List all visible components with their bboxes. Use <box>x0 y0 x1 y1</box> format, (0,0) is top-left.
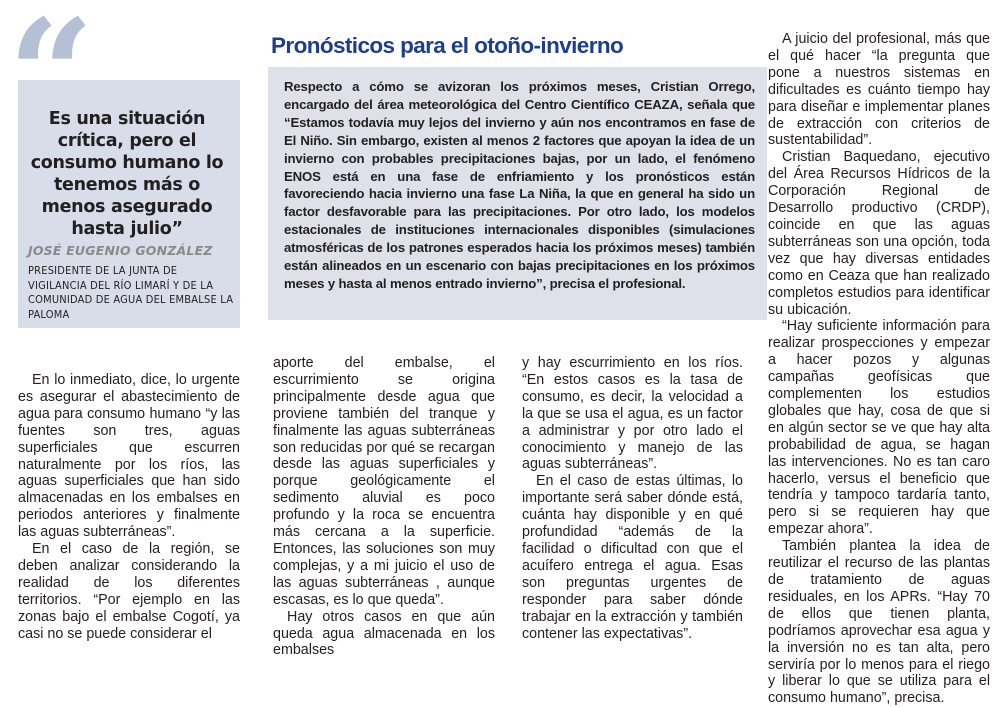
forecast-text: Respecto a cómo se avizoran los próximos meses, Cristian Orrego, encargado del área meteorológica del Centro Científico CEAZA, señala que “Estamos todavía muy lejos del invierno y aún nos encontramos en fase de El Niño. Sin embargo, existen al menos 2 factores que apoyan la idea de un invierno con probables precipitaciones bajas, por un lado, el fenómeno ENOS está en una fase de enfriamiento y los pronósticos están favoreciendo hacia invierno una fase La Niña, la que en general ha sido un factor desfavorable para las precipitaciones. Por otro lado, los modelos estacionales de instituciones internacionales disponibles (simulaciones atmosféricas de los patrones esperados hacia los próximos meses) también están alineados en un escenario con bajas precipitaciones en los próximos meses y hasta al menos entrado invierno”, precisa el profesional. <box>284 79 755 291</box>
paragraph: “Hay suficiente información para realizar prospecciones y empezar a hacer pozos y algunas campañas geofísicas que complementen los estudios globales que hay, cosa de que si en algún sector se ve que hay alta probabilidad de agua, se hagan las intervenciones. No es tan caro hacerlo, versus el beneficio que tendría y tampoco tardaría tanto, pero si se requieren hay que empezar ahora”. <box>768 318 990 538</box>
quote-author: JOSÉ EUGENIO GONZÁLEZ <box>28 243 213 258</box>
body-column-4 <box>768 31 990 707</box>
paragraph: y hay escurrimiento en los ríos. “En estos casos es la tasa de consumo, es decir, la velocidad a la que se usa el agua, es un factor a administrar y por otro lado el conocimiento y manejo de las aguas subterráneas”. <box>522 355 743 473</box>
pull-quote-text: Es una situación crítica, pero el consumo humano lo tenemos más o menos asegurado hasta julio” <box>30 109 224 239</box>
paragraph: aporte del embalse, el escurrimiento se origina principalmente desde agua que proviene también del tranque y finalmente las aguas subterráneas son reducidas por qué se recargan desde las aguas superficiales y porque geológicamente el sedimento aluvial es poco profundo y la roca se encuentra más cercana a la superficie. Entonces, las soluciones son muy complejas, y a mi juicio el uso de las aguas subterráneas , aunque escasas, es lo que queda”. <box>273 355 495 608</box>
paragraph: También plantea la idea de reutilizar el recurso de las plantas de tratamiento de aguas residuales, en los APRs. “Hay 70 de ellos que tienen planta, podríamos aprovechar esa agua y la inversión no es tan alta, pero serviría por lo menos para el riego y liberar lo que se utiliza para el consumo humano”, precisa. <box>768 538 990 707</box>
paragraph: En el caso de la región, se deben analizar considerando la realidad de los diferentes territorios. “Por ejemplo en las zonas bajo el embalse Cogotí, ya casi no se puede considerar el <box>18 541 240 642</box>
quote-mark-icon: “ <box>8 0 95 163</box>
body-column-3 <box>522 355 743 642</box>
quote-author-role: PRESIDENTE DE LA JUNTA DE VIGILANCIA DEL RÍO LIMARÍ Y DE LA COMUNIDAD DE AGUA DEL EMBALSE LA PALOMA <box>28 264 234 321</box>
paragraph: Cristian Baquedano, ejecutivo del Área Recursos Hídricos de la Corporación Regional de Desarrollo productivo (CRDP), coincide en que las aguas subterráneas son una opción, toda vez que hay diversas entidades como en Ceaza que han realizado completos estudios para identificar su ubicación. <box>768 149 990 318</box>
paragraph: Hay otros casos en que aún queda agua almacenada en los embalses <box>273 608 495 659</box>
body-column-1 <box>18 372 240 643</box>
section-title: Pronósticos para el otoño-invierno <box>271 33 624 58</box>
paragraph: En lo inmediato, dice, lo urgente es asegurar el abastecimiento de agua para consumo humano “y las fuentes son tres, aguas superficiales que escurren naturalmente por los ríos, las aguas superficiales que han sido almacenadas en los embalses en periodos anteriores y finalmente las aguas subterráneas”. <box>18 372 240 541</box>
forecast-box <box>268 67 767 320</box>
paragraph: En el caso de estas últimas, lo importante será saber dónde está, cuánta hay disponible y en qué profundidad “además de la facilidad o dificultad con que el acuífero entrega el agua. Esas son preguntas urgentes de responder para saber dónde trabajar en la extracción y también contener las expectativas”. <box>522 473 743 642</box>
paragraph: A juicio del profesional, más que el qué hacer “la pregunta que pone a nuestros sistemas en dificultades es cuánto tiempo hay para diseñar e implementar planes de extracción con criterios de sustentabilidad”. <box>768 31 990 149</box>
body-column-2 <box>273 355 495 659</box>
